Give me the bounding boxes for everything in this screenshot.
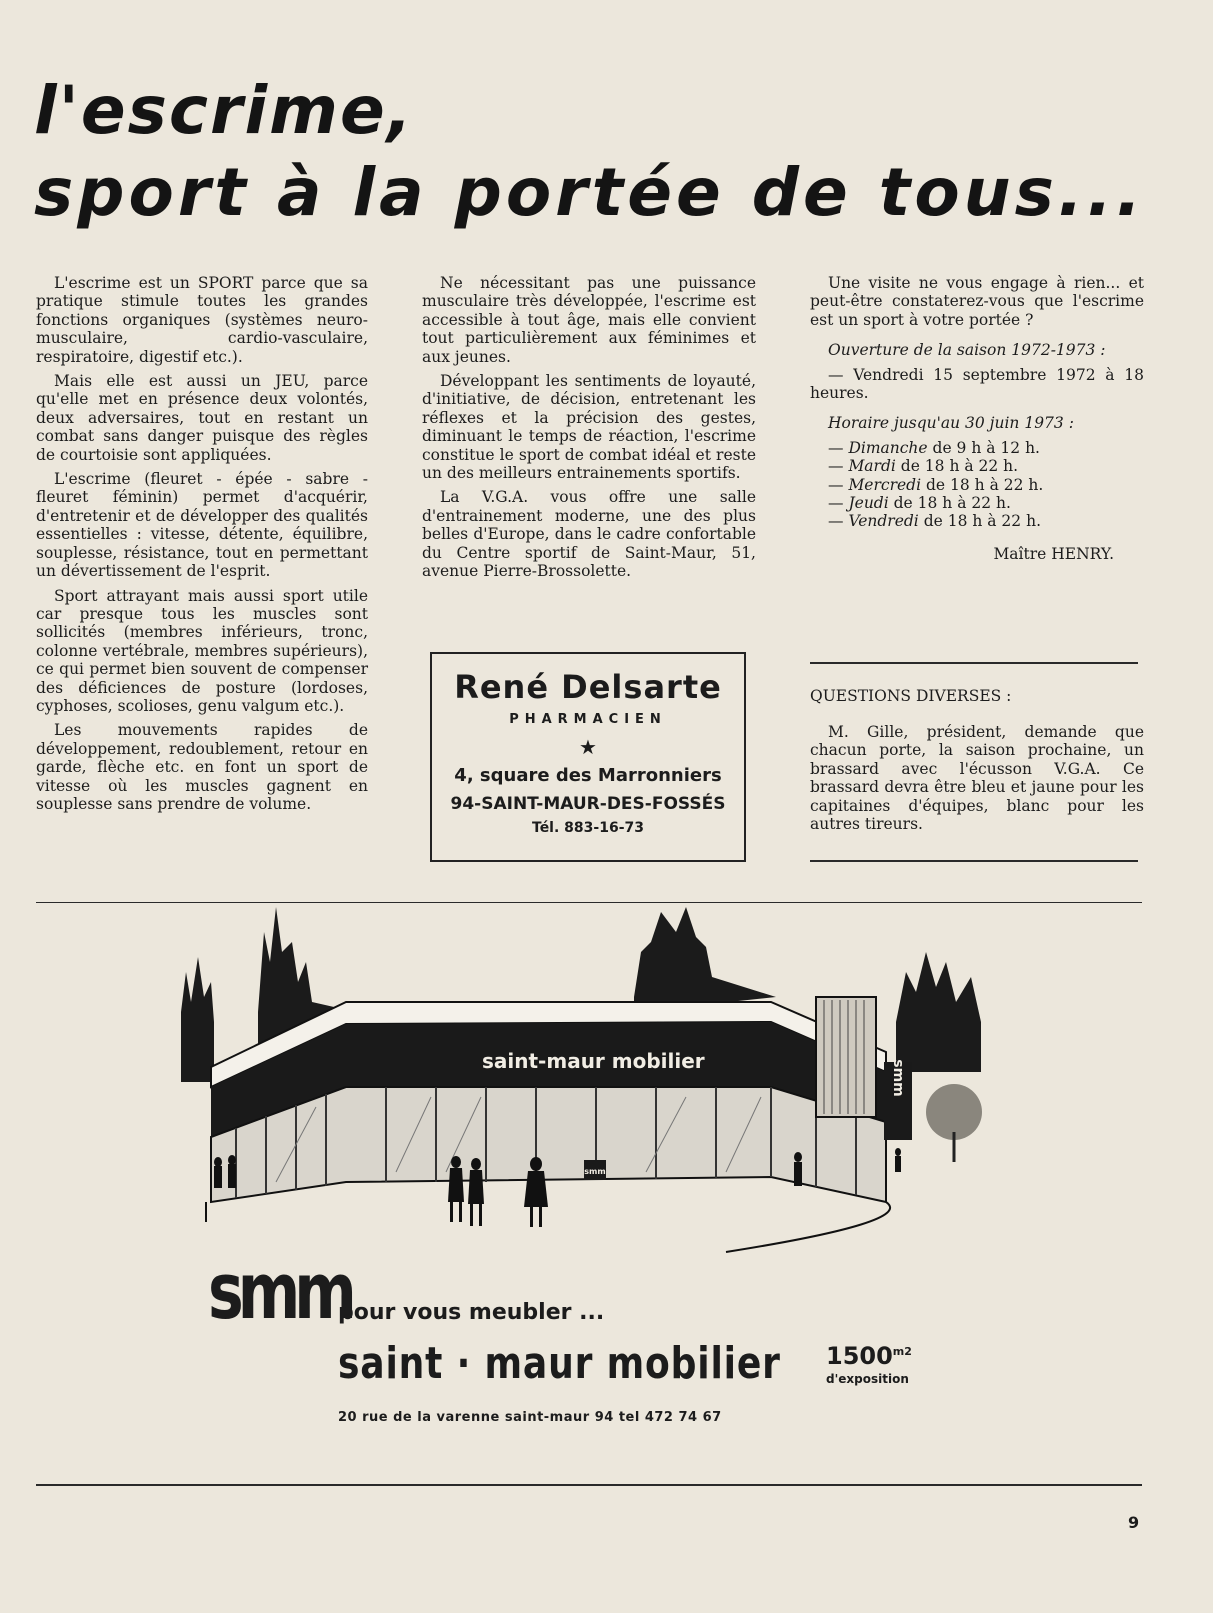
schedule-list — [810, 439, 1144, 531]
store-sign: saint-maur mobilier — [482, 1049, 705, 1073]
column-3 — [810, 274, 1144, 563]
article-title-line1: l'escrime, — [34, 72, 414, 149]
paragraph: Ne nécessitant pas une puissance musculaire très développée, l'escrime est accessible à tout âge, mais elle convient tout particulièrement aux féminimes et aux jeunes. — [422, 274, 756, 366]
divider — [36, 1484, 1142, 1486]
divider — [810, 662, 1138, 664]
paragraph: L'escrime est un SPORT parce que sa pratique stimule toutes les grandes fonctions organiques (systèmes neuro-musculaire, cardio-vasculaire, respiratoire, digestif etc.). — [36, 274, 368, 366]
star-icon: ★ — [579, 735, 597, 759]
pharmacy-advert — [430, 652, 746, 862]
schedule-row: — Vendredi de 18 h à 22 h. — [828, 512, 1041, 531]
paragraph: Une visite ne vous engage à rien... et peut-être constaterez-vous que l'escrime est un sport à votre portée ? — [810, 274, 1144, 329]
paragraph: Sport attrayant mais aussi sport utile car presque tous les muscles sont sollicités (membres inférieurs, tronc, colonne vertébrale, membres supérieurs), ce qui permet bien souvent de compenser des déficiences de posture (lordoses, cyphoses, scolioses, genu valgum etc.). — [36, 586, 368, 715]
schedule-row: — Jeudi de 18 h à 22 h. — [828, 494, 1011, 513]
schedule-row: — Mercredi de 18 h à 22 h. — [828, 475, 1044, 494]
questions-heading: QUESTIONS DIVERSES : — [810, 687, 1012, 705]
signature: Maître HENRY. — [993, 544, 1114, 563]
page-number: 9 — [1128, 1513, 1140, 1532]
paragraph: La V.G.A. vous offre une salle d'entrainement moderne, une des plus belles d'Europe, dans le cadre confortable du Centre sportif de Saint-Maur, 51, avenue Pierre-Brossolette. — [422, 488, 756, 581]
advert-tagline: pour vous meubler ... — [338, 1300, 605, 1325]
pharmacy-phone: Tél. 883-16-73 — [532, 820, 644, 836]
smm-logo: smm — [208, 1246, 351, 1338]
questions-body: M. Gille, président, demande que chacun porte, la saison prochaine, un brassard avec l'écusson V.G.A. Ce brassard devra être bleu et jaune pour les capitaines d'équipes, blanc pour les autres tireurs. — [810, 723, 1144, 834]
season-heading: Ouverture de la saison 1972-1973 : — [828, 341, 1106, 360]
advert-store-name: saint · maur mobilier — [338, 1338, 781, 1389]
pharmacist-profession: PHARMACIEN — [509, 712, 667, 727]
hours-heading: Horaire jusqu'au 30 juin 1973 : — [828, 414, 1074, 433]
door-sign: smm — [584, 1167, 606, 1176]
column-2 — [422, 274, 756, 587]
side-sign: smm — [890, 1059, 906, 1097]
paragraph: Mais elle est aussi un JEU, parce qu'elle met en présence deux volontés, deux adversaires, tout en restant un combat sans danger puisque des règles de courtoisie sont appliquées. — [36, 372, 368, 464]
advert-address: 20 rue de la varenne saint-maur 94 tel 472 74 67 — [338, 1410, 722, 1425]
schedule-row: — Dimanche de 9 h à 12 h. — [828, 438, 1040, 457]
furniture-store-advert — [36, 902, 1142, 1482]
pharmacist-name: René Delsarte — [454, 668, 722, 706]
advert-area-caption: d'exposition — [826, 1372, 909, 1386]
schedule-row: — Mardi de 18 h à 22 h. — [828, 457, 1019, 476]
article-title-line2: sport à la portée de tous... — [34, 154, 1146, 231]
pharmacy-address: 4, square des Marronniers — [454, 765, 722, 786]
divider — [810, 860, 1138, 862]
column-1 — [36, 274, 368, 819]
season-date: — Vendredi 15 septembre 1972 à 18 heures. — [810, 365, 1144, 403]
pharmacy-city: 94-SAINT-MAUR-DES-FOSSÉS — [450, 794, 726, 814]
advert-area: $1500^{m2}$ — [826, 1342, 912, 1370]
store-illustration — [36, 902, 1142, 1482]
paragraph: Les mouvements rapides de développement, redoublement, retour en garde, flèche etc. en font un sport de vitesse où les muscles gagnent en souplesse sans prendre de volume. — [36, 721, 368, 813]
paragraph: Développant les sentiments de loyauté, d'initiative, de décision, entretenant les réflexes et la précision des gestes, diminuant le temps de réaction, l'escrime constitue le sport de combat idéal et reste un des meilleurs entrainements sportifs. — [422, 372, 756, 483]
paragraph: L'escrime (fleuret - épée - sabre - fleuret féminin) permet d'acquérir, d'entretenir et de développer des qualités essentielles : vitesse, détente, équilibre, souplesse, résistance, tout en permettant un dévertissement de l'esprit. — [36, 470, 368, 581]
